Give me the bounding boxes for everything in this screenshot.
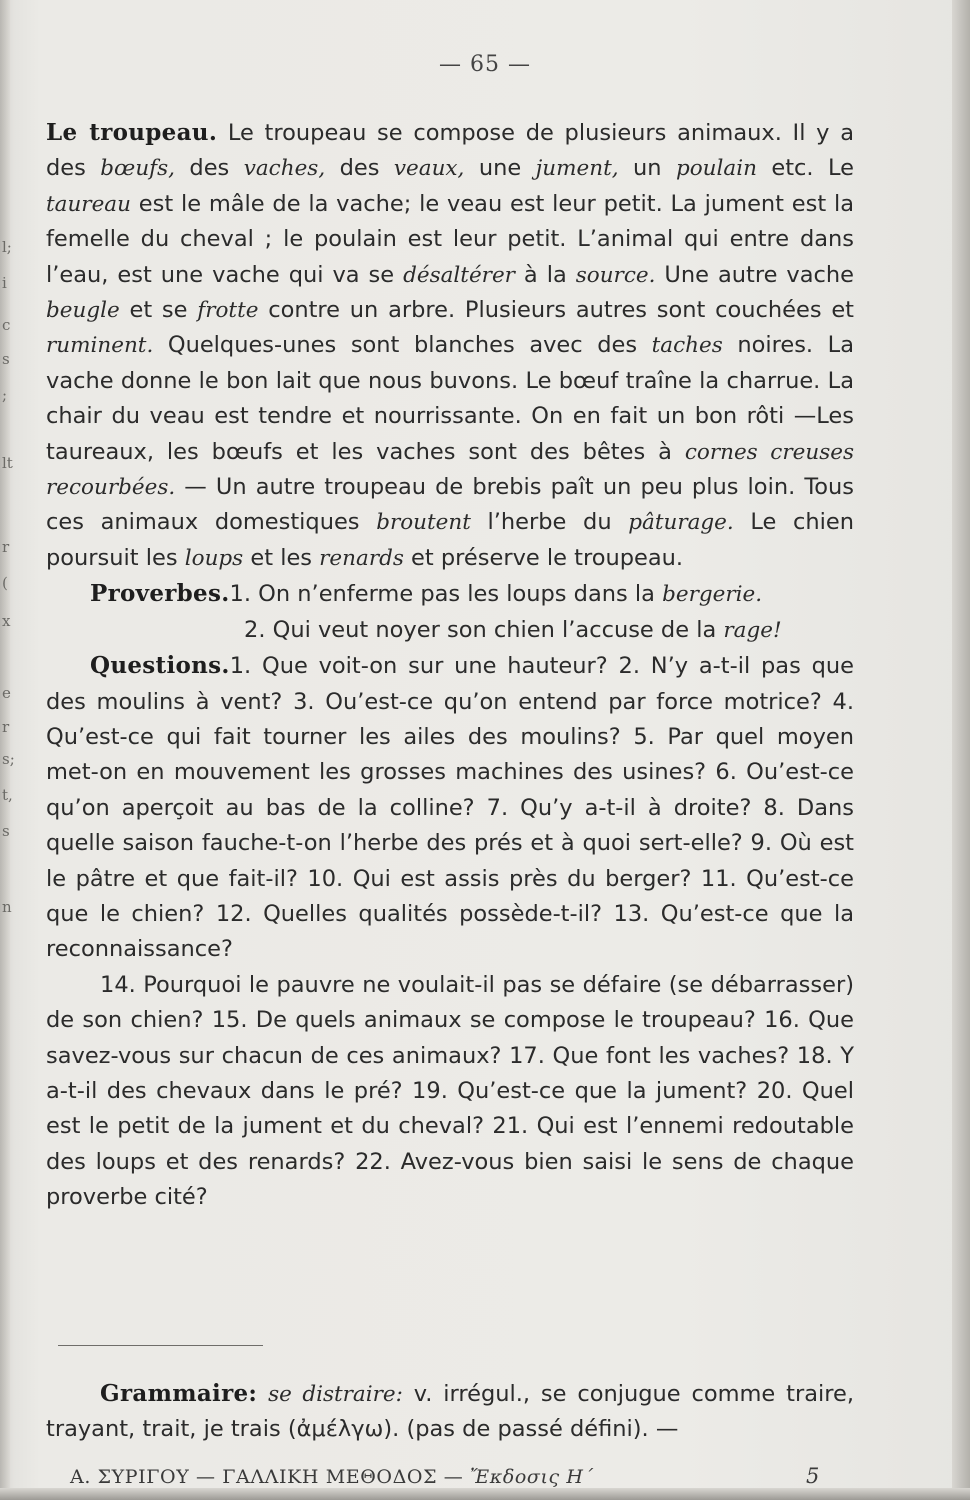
margin-mark: e [2,684,11,702]
italic-term: broutent [376,510,471,536]
italic-term: taureau [46,191,131,217]
margin-mark: r [2,538,10,556]
margin-mark: l; [2,238,12,256]
text-run: noires. La vache donne le bon lait que nous buvons. Le bœuf traîne la charrue. La chair du veau est tendre et nourrissante. On en fait un bon rôti —Les taureaux, les bœufs et les vaches sont des bêtes à [46,332,854,465]
margin-mark: t, [2,786,13,804]
page-right-edge [952,0,970,1500]
text-run: Le troupeau se compose de plusieurs animaux. Il y a des [46,120,854,182]
margin-mark: s [2,350,10,368]
text-run: — Un autre troupeau de brebis paît un peu plus loin. Tous ces animaux domestiques [46,474,854,536]
text-run: une [464,155,536,182]
text-run: à la [514,261,576,288]
text-run: etc. Le [756,155,854,182]
italic-term: veaux, [393,156,465,182]
proverbes-heading: Proverbes. [90,580,230,608]
page-footer [70,1466,830,1488]
page-bottom-edge [0,1488,970,1500]
italic-term: beugle [46,298,120,324]
italic-term: poulain [675,156,757,182]
footer-edition: Ἔκδοσις Η΄ [470,1466,594,1488]
margin-mark: lt [2,454,13,472]
grammaire-paragraph [46,1376,854,1448]
italic-term: ruminent. [46,333,154,359]
footer-title: Α. ΣΥΡΙΓΟΥ — ΓΑΛΛΙΚΗ ΜΕΘΟΔΟΣ — [70,1466,470,1488]
italic-term: vaches, [243,156,326,182]
italic-term: loups [184,545,244,571]
italic-term: pâturage. [628,510,734,536]
grammaire-heading: Grammaire: [100,1380,258,1407]
text-run: et les [243,544,320,571]
questions-paragraph [46,648,854,968]
margin-mark: s [2,822,10,840]
margin-mark: r [2,718,10,736]
italic-term: se distraire: [268,1382,403,1407]
italic-term: rage! [723,617,782,643]
proverbe-text: 1. On n’enferme pas les loups dans la [229,581,663,608]
proverbe-1 [46,576,854,612]
italic-term: cornes creuses recourbées. [46,439,854,501]
text-run: et préserve le troupeau. [403,544,684,571]
italic-term: frotte [197,298,259,324]
grammaire-section [46,1376,854,1448]
margin-mark: n [2,898,12,916]
margin-mark: c [2,316,11,334]
text-run: Une autre vache [655,261,854,288]
questions-heading: Questions. [90,652,230,680]
signature-mark: 5 [806,1464,820,1488]
questions-text: 14. Pourquoi le pauvre ne voulait-il pas se défaire (se débarrasser) de son chien? 15. De quels animaux se compose le troupeau? 16. Que savez-vous sur chacun de ces animaux? 17. Que font les vaches? 18. Y a-t-il des chevaux dans le pré? 19. Qu’est-ce que la jument? 20. Quel est le petit de la jument et du cheval? 21. Qui est l’ennemi redoutable des loups et des renards? 22. Avez-vous bien saisi le sens de chaque proverbe cité? [46,971,854,1211]
italic-term: bergerie. [662,582,763,608]
margin-mark: s; [2,750,15,768]
italic-term: bœufs, [100,156,175,182]
main-text [46,115,854,1216]
troupeau-heading: Le troupeau. [46,119,218,146]
section-divider [58,1345,263,1346]
italic-term: source. [575,262,656,288]
questions-paragraph-2 [46,968,854,1216]
questions-text: 1. Que voit-on sur une hauteur? 2. N’y a-t-il pas que des moulins à vent? 3. Ou’est-ce qu’on entend par force motrice? 4. Qu’est-ce qui fait tourner les ailes des moulins? 5. Par quel moyen met-on en mouvement les grosses machines des usines? 6. Ou’est-ce qu’on aperçoit au bas de la colline? 7. Qu’y a-t-il à droite? 8. Dans quelle saison fauche-t-on l’herbe des prés et à quoi sert-elle? 9. Où est le pâtre et que fait-il? 10. Qui est assis près du berger? 11. Qu’est-ce que le chien? 12. Quelles qualités possède-t-il? 13. Qu’est-ce que la reconnaissance? [46,653,854,963]
text-run: Quelques-unes sont blanches avec des [153,332,652,359]
text-run: des [175,155,244,182]
text-run: un [618,155,676,182]
text-run: est le mâle de la vache; le veau est leur petit. La jument est la femelle du cheval ; le poulain est leur petit. L’animal qui entre dans l’eau, est une vache qui va se [46,190,854,288]
proverbe-text: 2. Qui veut noyer son chien l’accuse de la [244,616,724,643]
margin-mark: i [2,274,7,292]
text-run: et se [119,297,198,324]
page-number: — 65 — [439,52,531,77]
text-run: Le chien poursuit les [46,509,854,571]
proverbe-2 [46,613,854,648]
margin-mark: x [2,612,11,630]
text-run: des [325,155,394,182]
italic-term: jument, [535,156,619,182]
troupeau-paragraph [46,115,854,576]
grammaire-text: v. irrégul., se conjugue comme traire, trayant, trait, je trais (ἀμέλγω). (pas de passé défini). — [46,1381,854,1443]
italic-term: renards [319,545,404,571]
italic-term: taches [651,333,723,359]
text-run: l’herbe du [470,509,629,536]
margin-mark: ; [2,386,8,404]
margin-mark: ( [2,574,8,592]
text-run: contre un arbre. Plusieurs autres sont couchées et [258,297,854,324]
italic-term: désaltérer [403,262,515,288]
